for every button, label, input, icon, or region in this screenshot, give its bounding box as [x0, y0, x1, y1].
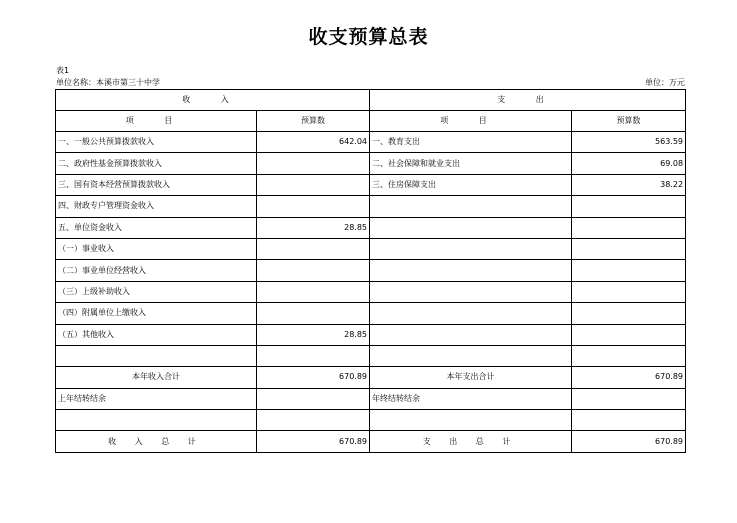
subtotal-row [56, 367, 686, 388]
expense-group-header: 支 出 [370, 90, 686, 111]
expense-total-label: 支 出 总 计 [370, 431, 572, 452]
expense-carry-label: 年终结转结余 [370, 388, 572, 409]
table-row [56, 132, 686, 153]
expense-subtotal-label: 本年支出合计 [370, 367, 572, 388]
expense-item-cell: 三、住房保障支出 [370, 174, 572, 195]
income-carry-amount [257, 388, 370, 409]
unit-name: 单位名称：本溪市第三十中学 [56, 78, 160, 87]
income-amount-cell: 28.85 [257, 217, 370, 238]
table-header-group-row [56, 90, 686, 111]
currency-unit: 单位：万元 [645, 78, 685, 87]
income-amount-cell: 28.85 [257, 324, 370, 345]
income-subtotal-amount: 670.89 [257, 367, 370, 388]
income-group-header: 收 入 [56, 90, 370, 111]
income-amount-cell [257, 260, 370, 281]
expense-amount-cell [572, 324, 686, 345]
income-item-cell: 二、政府性基金预算拨款收入 [56, 153, 257, 174]
income-item-cell: 四、财政专户管理资金收入 [56, 196, 257, 217]
expense-item-cell [370, 196, 572, 217]
expense-item-cell [370, 217, 572, 238]
expense-item-cell [370, 345, 572, 366]
expense-amount-cell [572, 196, 686, 217]
expense-amount-cell [572, 345, 686, 366]
expense-amount-cell [572, 238, 686, 259]
grand-total-row [56, 431, 686, 452]
income-item-cell: （五）其他收入 [56, 324, 257, 345]
table-row [56, 153, 686, 174]
income-amount-cell [257, 281, 370, 302]
expense-budget-header: 预算数 [572, 111, 686, 132]
income-total-label: 收 入 总 计 [56, 431, 257, 452]
expense-item-cell: 二、社会保障和就业支出 [370, 153, 572, 174]
income-item-cell: 五、单位资金收入 [56, 217, 257, 238]
income-amount-cell [257, 238, 370, 259]
expense-subtotal-amount: 670.89 [572, 367, 686, 388]
income-item-cell [56, 345, 257, 366]
income-item-cell: （二）事业单位经营收入 [56, 260, 257, 281]
table-row [56, 217, 686, 238]
table-number: 表1 [56, 66, 70, 75]
expense-amount-cell [572, 260, 686, 281]
income-item-header: 项 目 [56, 111, 257, 132]
expense-item-header: 项 目 [370, 111, 572, 132]
income-item-cell: （三）上级补助收入 [56, 281, 257, 302]
table-row [56, 324, 686, 345]
expense-amount-cell [572, 303, 686, 324]
table-row [56, 303, 686, 324]
income-total-amount: 670.89 [257, 431, 370, 452]
table-row [56, 281, 686, 302]
expense-amount-cell: 563.59 [572, 132, 686, 153]
table-row [56, 196, 686, 217]
income-amount-cell [257, 345, 370, 366]
expense-item-cell [370, 324, 572, 345]
carry-over-row [56, 388, 686, 409]
table-header-column-row [56, 111, 686, 132]
expense-item-cell [370, 281, 572, 302]
table-row [56, 260, 686, 281]
budget-summary-table [55, 89, 686, 453]
expense-carry-amount [572, 388, 686, 409]
income-item-cell: （四）附属单位上缴收入 [56, 303, 257, 324]
income-amount-cell [257, 153, 370, 174]
income-amount-cell [257, 196, 370, 217]
table-row [56, 345, 686, 366]
expense-amount-cell [572, 281, 686, 302]
income-amount-cell [257, 303, 370, 324]
income-amount-cell: 642.04 [257, 132, 370, 153]
expense-item-cell: 一、教育支出 [370, 132, 572, 153]
expense-amount-cell: 69.08 [572, 153, 686, 174]
expense-item-cell [370, 303, 572, 324]
income-budget-header: 预算数 [257, 111, 370, 132]
income-amount-cell [257, 174, 370, 195]
page-title: 收支预算总表 [308, 26, 429, 48]
table-row [56, 174, 686, 195]
expense-total-amount: 670.89 [572, 431, 686, 452]
income-item-cell: 三、国有资本经营预算拨款收入 [56, 174, 257, 195]
expense-amount-cell: 38.22 [572, 174, 686, 195]
income-carry-label: 上年结转结余 [56, 388, 257, 409]
expense-item-cell [370, 260, 572, 281]
blank-row [56, 410, 686, 431]
expense-item-cell [370, 238, 572, 259]
income-item-cell: 一、一般公共预算拨款收入 [56, 132, 257, 153]
expense-amount-cell [572, 217, 686, 238]
table-row [56, 238, 686, 259]
income-subtotal-label: 本年收入合计 [56, 367, 257, 388]
income-item-cell: （一）事业收入 [56, 238, 257, 259]
